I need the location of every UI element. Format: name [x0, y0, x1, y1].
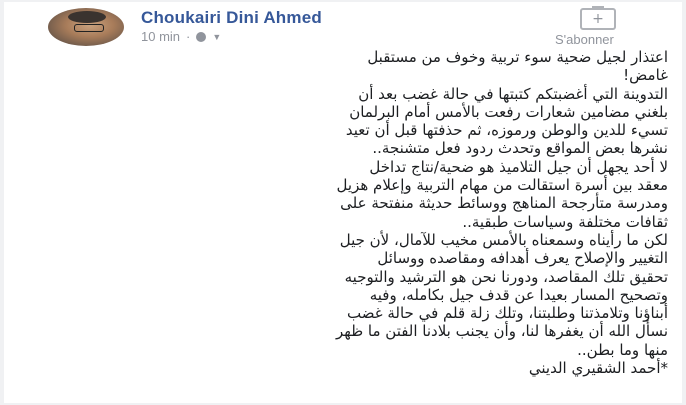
post-line: معقد بين أسرة استقالت من مهام التربية وإعلام هزيل	[336, 176, 668, 195]
post-line: لا أحد يجهل أن جيل التلاميذ هو ضحية/نتاج تداخل	[369, 157, 668, 176]
avatar-glasses	[74, 24, 104, 32]
post-line: أبناؤنا وتلامذتنا وطلبتنا، وتلك زلة قلم في حالة غضب	[347, 304, 668, 323]
post-line: غامض!	[623, 66, 668, 85]
post-card	[4, 2, 682, 403]
meta-separator: ·	[186, 29, 191, 44]
post-line: نشرها بعض المواقع وتحدث ردود فعل متشنجة..	[372, 139, 668, 158]
post-signature: *أحمد الشقيري الديني	[528, 359, 668, 378]
avatar-hair	[68, 11, 106, 23]
post-line: نسأل الله أن يغفرها لنا، وأن يجنب بلادنا الفتن ما ظهر	[336, 322, 668, 341]
post-line: وتصحيح المسار بعيدا عن قدف جيل بكامله، وفيه	[369, 285, 668, 304]
author-name[interactable]: Choukairi Dini Ahmed	[141, 8, 322, 27]
post-line: اعتذار لجيل ضحية سوء تربية وخوف من مستقبل	[367, 48, 668, 66]
post-line: تحقيق تلك المقاصد، ودورنا نحن هو الترشيد والتوجيه	[344, 267, 668, 286]
post-line: لكن ما رأيناه وسمعناه بالأمس مخيب للآمال، لأن جيل	[339, 230, 668, 249]
post-line: بلغني مضامين شعارات رفعت بالأمس أمام البرلمان	[349, 102, 668, 121]
post-line: منها وما بطن..	[577, 340, 668, 359]
subscribe-button[interactable]: S'abonner	[555, 32, 614, 47]
post-body	[100, 48, 668, 377]
post-line: ومدرسة متأرجحة المناهج ووسائط حديثة منفتحة على	[340, 194, 668, 213]
post-line: التدوينة التي أغضبتكم كتبتها في حالة غضب بعد أن	[358, 84, 668, 103]
post-meta	[141, 29, 221, 44]
post-time[interactable]: 10 min	[141, 29, 181, 44]
author-avatar[interactable]	[48, 8, 124, 46]
subscribe-box-icon[interactable]: +	[580, 8, 616, 30]
post-line: التغيير والإصلاح يعرف أهدافه ومقاصده ووسائل	[377, 249, 668, 268]
globe-icon	[196, 32, 206, 42]
caret-down-icon[interactable]: ▼	[212, 31, 222, 42]
post-line: تسيء للدين والوطن ورموزه، ثم حذفتها قبل أن تعيد	[345, 121, 668, 140]
post-line: ثقافات مختلفة وسياسات طبقية..	[462, 212, 668, 231]
